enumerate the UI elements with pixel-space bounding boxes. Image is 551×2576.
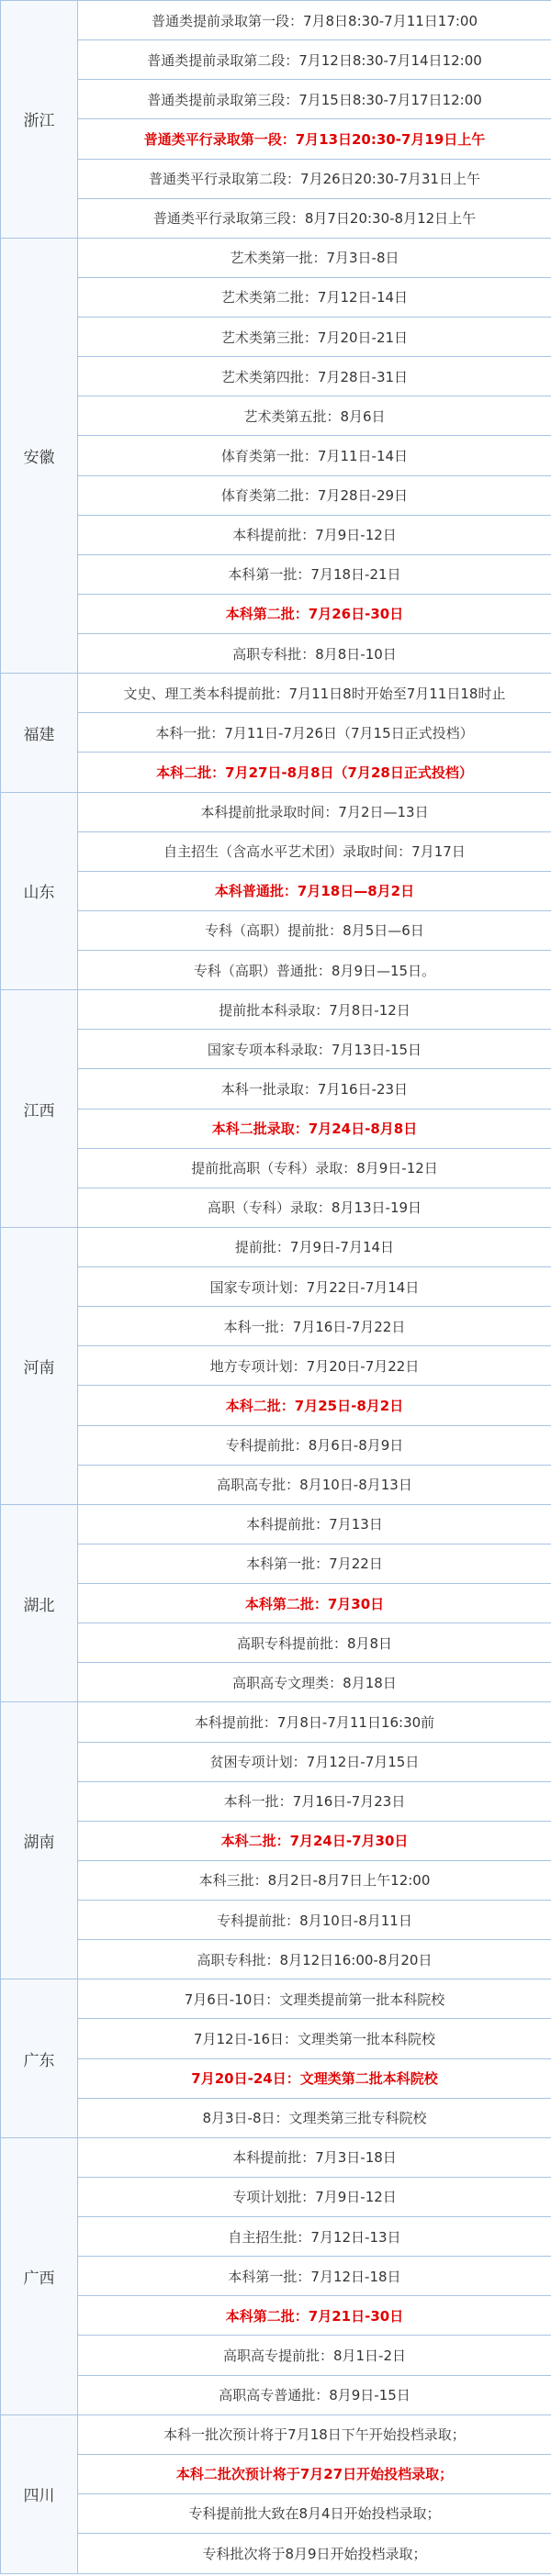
schedule-row	[1, 515, 551, 554]
schedule-row	[1, 277, 551, 317]
schedule-entry: 本科一批录取：7月16日-23日	[78, 1069, 551, 1109]
province-name: 山东	[1, 792, 78, 990]
schedule-entry: 提前批本科录取：7月8日-12日	[78, 990, 551, 1030]
schedule-row	[1, 1979, 551, 2019]
schedule-entry-highlighted: 本科第二批：7月21日-30日	[78, 2296, 551, 2336]
schedule-entry: 体育类第二批：7月28日-29日	[78, 475, 551, 515]
schedule-row	[1, 1030, 551, 1069]
schedule-entry: 高职高专提前批：8月1日-2日	[78, 2336, 551, 2375]
schedule-entry: 专科（高职）普通批：8月9日—15日。	[78, 951, 551, 990]
schedule-entry: 专科提前批：8月6日-8月9日	[78, 1425, 551, 1465]
schedule-body	[1, 1, 551, 2574]
schedule-row	[1, 1940, 551, 1979]
schedule-entry: 7月6日-10日：文理类提前第一批本科院校	[78, 1979, 551, 2019]
schedule-row	[1, 1, 551, 40]
schedule-row	[1, 1109, 551, 1148]
schedule-entry: 艺术类第一批：7月3日-8日	[78, 238, 551, 277]
schedule-row	[1, 1307, 551, 1346]
schedule-entry-highlighted: 本科第二批：7月30日	[78, 1584, 551, 1623]
schedule-entry: 提前批高职（专科）录取：8月9日-12日	[78, 1148, 551, 1188]
schedule-row	[1, 2058, 551, 2098]
schedule-row	[1, 1386, 551, 1425]
schedule-row	[1, 2296, 551, 2336]
schedule-entry: 国家专项计划：7月22日-7月14日	[78, 1267, 551, 1307]
schedule-row	[1, 713, 551, 753]
schedule-row	[1, 318, 551, 357]
schedule-row	[1, 238, 551, 277]
schedule-row	[1, 2454, 551, 2493]
schedule-entry: 本科三批：8月2日-8月7日上午12:00	[78, 1860, 551, 1900]
schedule-row	[1, 2414, 551, 2454]
schedule-row	[1, 436, 551, 475]
schedule-row	[1, 396, 551, 436]
schedule-entry: 高职高专文理类：8月18日	[78, 1663, 551, 1702]
schedule-row	[1, 554, 551, 594]
schedule-entry: 本科第一批：7月18日-21日	[78, 554, 551, 594]
schedule-entry: 高职专科提前批：8月8日	[78, 1623, 551, 1663]
schedule-row	[1, 990, 551, 1030]
schedule-entry: 艺术类第三批：7月20日-21日	[78, 318, 551, 357]
schedule-entry: 普通类提前录取第三段：7月15日8:30-7月17日12:00	[78, 80, 551, 119]
schedule-entry: 普通类平行录取第三段：8月7日20:30-8月12日上午	[78, 198, 551, 238]
schedule-row	[1, 1267, 551, 1307]
schedule-entry-highlighted: 7月20日-24日：文理类第二批本科院校	[78, 2058, 551, 2098]
schedule-row	[1, 2375, 551, 2414]
schedule-row	[1, 475, 551, 515]
schedule-row	[1, 753, 551, 792]
schedule-row	[1, 1623, 551, 1663]
schedule-row	[1, 1821, 551, 1860]
schedule-entry: 专科提前批：8月10日-8月11日	[78, 1901, 551, 1940]
schedule-row	[1, 951, 551, 990]
schedule-entry-highlighted: 普通类平行录取第一段：7月13日20:30-7月19日上午	[78, 119, 551, 159]
schedule-entry: 本科第一批：7月12日-18日	[78, 2257, 551, 2296]
schedule-entry: 高职（专科）录取：8月13日-19日	[78, 1188, 551, 1227]
schedule-row	[1, 2019, 551, 2058]
schedule-row	[1, 1663, 551, 1702]
schedule-row	[1, 792, 551, 831]
schedule-row	[1, 40, 551, 80]
schedule-row	[1, 1544, 551, 1583]
schedule-entry: 专项计划批：7月9日-12日	[78, 2177, 551, 2216]
schedule-entry: 普通类提前录取第一段：7月8日8:30-7月11日17:00	[78, 1, 551, 40]
schedule-row	[1, 2177, 551, 2216]
schedule-entry: 7月12日-16日：文理类第一批本科院校	[78, 2019, 551, 2058]
schedule-entry: 文史、理工类本科提前批：7月11日8时开始至7月11日18时止	[78, 674, 551, 713]
schedule-entry: 高职专科批：8月8日-10日	[78, 634, 551, 674]
schedule-row	[1, 1504, 551, 1544]
schedule-row	[1, 1860, 551, 1900]
schedule-row	[1, 80, 551, 119]
schedule-entry: 本科一批：7月11日-7月26日（7月15日正式投档）	[78, 713, 551, 753]
schedule-entry-highlighted: 本科二批：7月27日-8月8日（7月28日正式投档）	[78, 753, 551, 792]
schedule-entry: 地方专项计划：7月20日-7月22日	[78, 1346, 551, 1386]
schedule-row	[1, 2217, 551, 2257]
schedule-entry: 艺术类第四批：7月28日-31日	[78, 357, 551, 396]
province-name: 湖南	[1, 1702, 78, 1979]
schedule-entry: 国家专项本科录取：7月13日-15日	[78, 1030, 551, 1069]
schedule-entry: 贫困专项计划：7月12日-7月15日	[78, 1742, 551, 1781]
schedule-entry: 本科第一批：7月22日	[78, 1544, 551, 1583]
schedule-row	[1, 2098, 551, 2137]
schedule-row	[1, 1465, 551, 1504]
schedule-row	[1, 1901, 551, 1940]
province-name: 福建	[1, 674, 78, 792]
schedule-entry: 高职专科批：8月12日16:00-8月20日	[78, 1940, 551, 1979]
schedule-entry: 本科一批：7月16日-7月22日	[78, 1307, 551, 1346]
schedule-entry: 体育类第一批：7月11日-14日	[78, 436, 551, 475]
schedule-entry: 专科提前批大致在8月4日开始投档录取；	[78, 2493, 551, 2533]
schedule-row	[1, 2493, 551, 2533]
schedule-entry: 本科一批次预计将于7月18日下午开始投档录取；	[78, 2414, 551, 2454]
schedule-row	[1, 1742, 551, 1781]
schedule-entry: 艺术类第二批：7月12日-14日	[78, 277, 551, 317]
schedule-entry: 本科提前批录取时间：7月2日—13日	[78, 792, 551, 831]
schedule-row	[1, 1702, 551, 1742]
schedule-row	[1, 831, 551, 871]
schedule-row	[1, 357, 551, 396]
schedule-entry: 普通类提前录取第二段：7月12日8:30-7月14日12:00	[78, 40, 551, 80]
schedule-row	[1, 119, 551, 159]
schedule-row	[1, 198, 551, 238]
schedule-entry: 本科提前批：7月8日-7月11日16:30前	[78, 1702, 551, 1742]
schedule-entry-highlighted: 本科普通批：7月18日—8月2日	[78, 871, 551, 910]
schedule-entry: 本科提前批：7月3日-18日	[78, 2137, 551, 2177]
schedule-entry: 本科一批：7月16日-7月23日	[78, 1781, 551, 1821]
province-name: 广东	[1, 1979, 78, 2138]
schedule-entry: 普通类平行录取第二段：7月26日20:30-7月31日上午	[78, 159, 551, 198]
province-name: 四川	[1, 2414, 78, 2573]
schedule-row	[1, 674, 551, 713]
schedule-row	[1, 910, 551, 950]
province-name: 湖北	[1, 1504, 78, 1702]
schedule-row	[1, 2336, 551, 2375]
schedule-row	[1, 1781, 551, 1821]
schedule-row	[1, 159, 551, 198]
schedule-row	[1, 2137, 551, 2177]
schedule-entry: 艺术类第五批：8月6日	[78, 396, 551, 436]
schedule-entry-highlighted: 本科二批录取：7月24日-8月8日	[78, 1109, 551, 1148]
schedule-entry: 自主招生批：7月12日-13日	[78, 2217, 551, 2257]
province-name: 广西	[1, 2137, 78, 2414]
schedule-entry: 提前批：7月9日-7月14日	[78, 1227, 551, 1266]
schedule-row	[1, 1584, 551, 1623]
schedule-row	[1, 634, 551, 674]
schedule-entry-highlighted: 本科二批：7月24日-7月30日	[78, 1821, 551, 1860]
schedule-row	[1, 1227, 551, 1266]
schedule-row	[1, 1425, 551, 1465]
schedule-row	[1, 594, 551, 633]
schedule-entry-highlighted: 本科第二批：7月26日-30日	[78, 594, 551, 633]
province-name: 江西	[1, 990, 78, 1228]
province-name: 河南	[1, 1227, 78, 1504]
schedule-entry: 本科提前批：7月13日	[78, 1504, 551, 1544]
schedule-row	[1, 2534, 551, 2574]
schedule-row	[1, 2257, 551, 2296]
schedule-entry-highlighted: 本科二批次预计将于7月27日开始投档录取；	[78, 2454, 551, 2493]
schedule-row	[1, 1346, 551, 1386]
schedule-entry-highlighted: 本科二批：7月25日-8月2日	[78, 1386, 551, 1425]
schedule-row	[1, 1069, 551, 1109]
schedule-row	[1, 871, 551, 910]
schedule-entry: 专科批次将于8月9日开始投档录取；	[78, 2534, 551, 2574]
schedule-row	[1, 1148, 551, 1188]
schedule-entry: 高职高专普通批：8月9日-15日	[78, 2375, 551, 2414]
schedule-entry: 高职高专批：8月10日-8月13日	[78, 1465, 551, 1504]
province-name: 浙江	[1, 1, 78, 239]
schedule-entry: 8月3日-8日：文理类第三批专科院校	[78, 2098, 551, 2137]
schedule-entry: 自主招生（含高水平艺术团）录取时间：7月17日	[78, 831, 551, 871]
schedule-entry: 专科（高职）提前批：8月5日—6日	[78, 910, 551, 950]
province-name: 安徽	[1, 238, 78, 673]
schedule-row	[1, 1188, 551, 1227]
schedule-entry: 本科提前批：7月9日-12日	[78, 515, 551, 554]
